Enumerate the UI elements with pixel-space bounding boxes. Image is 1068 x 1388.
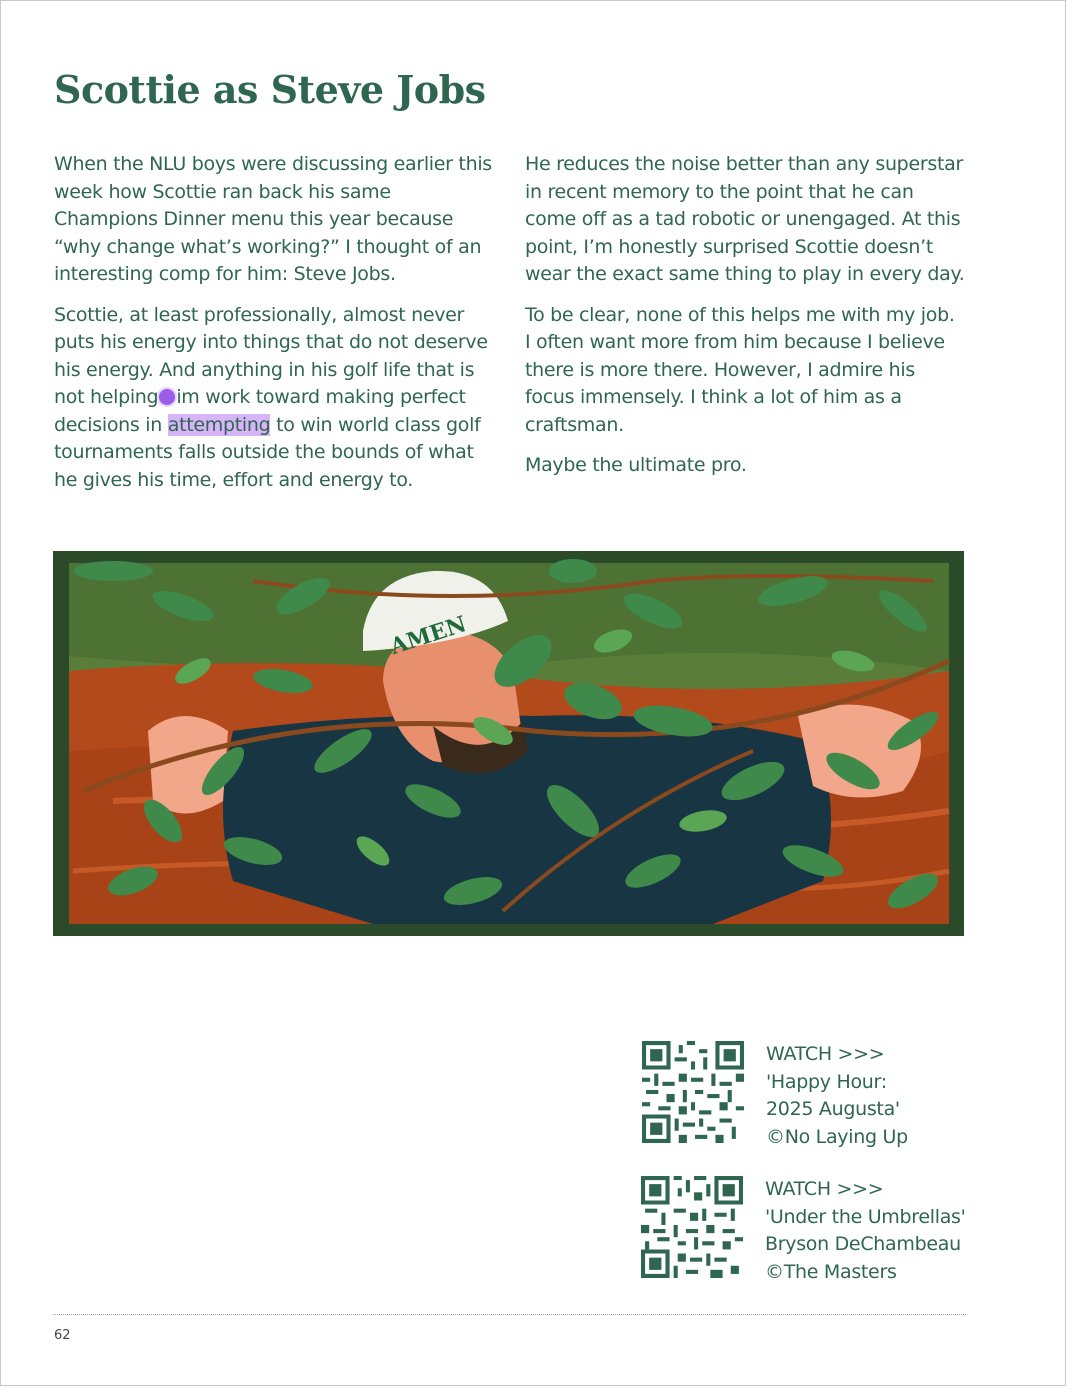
paragraph-text: Scottie, at least professionally, almost never puts his energy into things that do not deserve his energy. And anything in his golf life that is not helping	[54, 303, 488, 408]
watch-credit: ©No Laying Up	[766, 1125, 908, 1148]
watch-title-line: 2025 Augusta'	[766, 1098, 900, 1120]
paragraph-text: im work toward making perfect decisions in	[54, 386, 466, 436]
paragraph: To be clear, none of this helps me with my job. I often want more from him because I believe there is more there. However, I admire his focus immensely. I think a lot of him as a craftsman.	[525, 303, 955, 436]
paragraph: Maybe the ultimate pro.	[525, 454, 747, 476]
paragraph: He reduces the noise better than any superstar in recent memory to the point that he can come off as a tad robotic or unengaged. At this point, I’m honestly surprised Scottie doesn’t wear the exact same thing to play in every day.	[525, 153, 965, 285]
watch-cta[interactable]: WATCH >>>	[765, 1178, 884, 1200]
paragraph: When the NLU boys were discussing earlier this week how Scottie ran back his same Champions Dinner menu this year because “why change what’s working?” I thought of an interesting comp for him: Steve Jobs.	[54, 153, 492, 285]
paragraph	[54, 302, 499, 495]
watch-title-line: 'Under the Umbrellas'	[765, 1205, 966, 1228]
watch-title-line: Bryson DeChambeau	[765, 1233, 961, 1255]
watch-link-text[interactable]	[766, 1041, 908, 1151]
footer-divider	[53, 1314, 966, 1315]
qr-code-icon[interactable]	[641, 1176, 743, 1278]
watch-credit: ©The Masters	[765, 1260, 897, 1283]
cap-text: AMEN	[387, 611, 470, 661]
right-column	[525, 151, 965, 493]
watch-link-1[interactable]	[642, 1041, 908, 1151]
golfer-illustration	[53, 551, 964, 936]
page-number: 62	[54, 1328, 71, 1343]
watch-link-text[interactable]	[765, 1176, 966, 1286]
left-column	[54, 151, 499, 507]
highlighted-word[interactable]: attempting	[167, 413, 271, 436]
paragraph-text: to win world class golf tournaments falls outside the bounds of what he gives his time, effort and energy to.	[54, 413, 481, 491]
page-title: Scottie as Steve Jobs	[54, 67, 486, 112]
qr-code-icon[interactable]	[642, 1041, 744, 1143]
watch-title-line: 'Happy Hour:	[766, 1070, 887, 1093]
watch-cta[interactable]: WATCH >>>	[766, 1043, 885, 1065]
cursor-marker-icon[interactable]	[159, 389, 175, 405]
watch-link-2[interactable]	[641, 1176, 966, 1286]
